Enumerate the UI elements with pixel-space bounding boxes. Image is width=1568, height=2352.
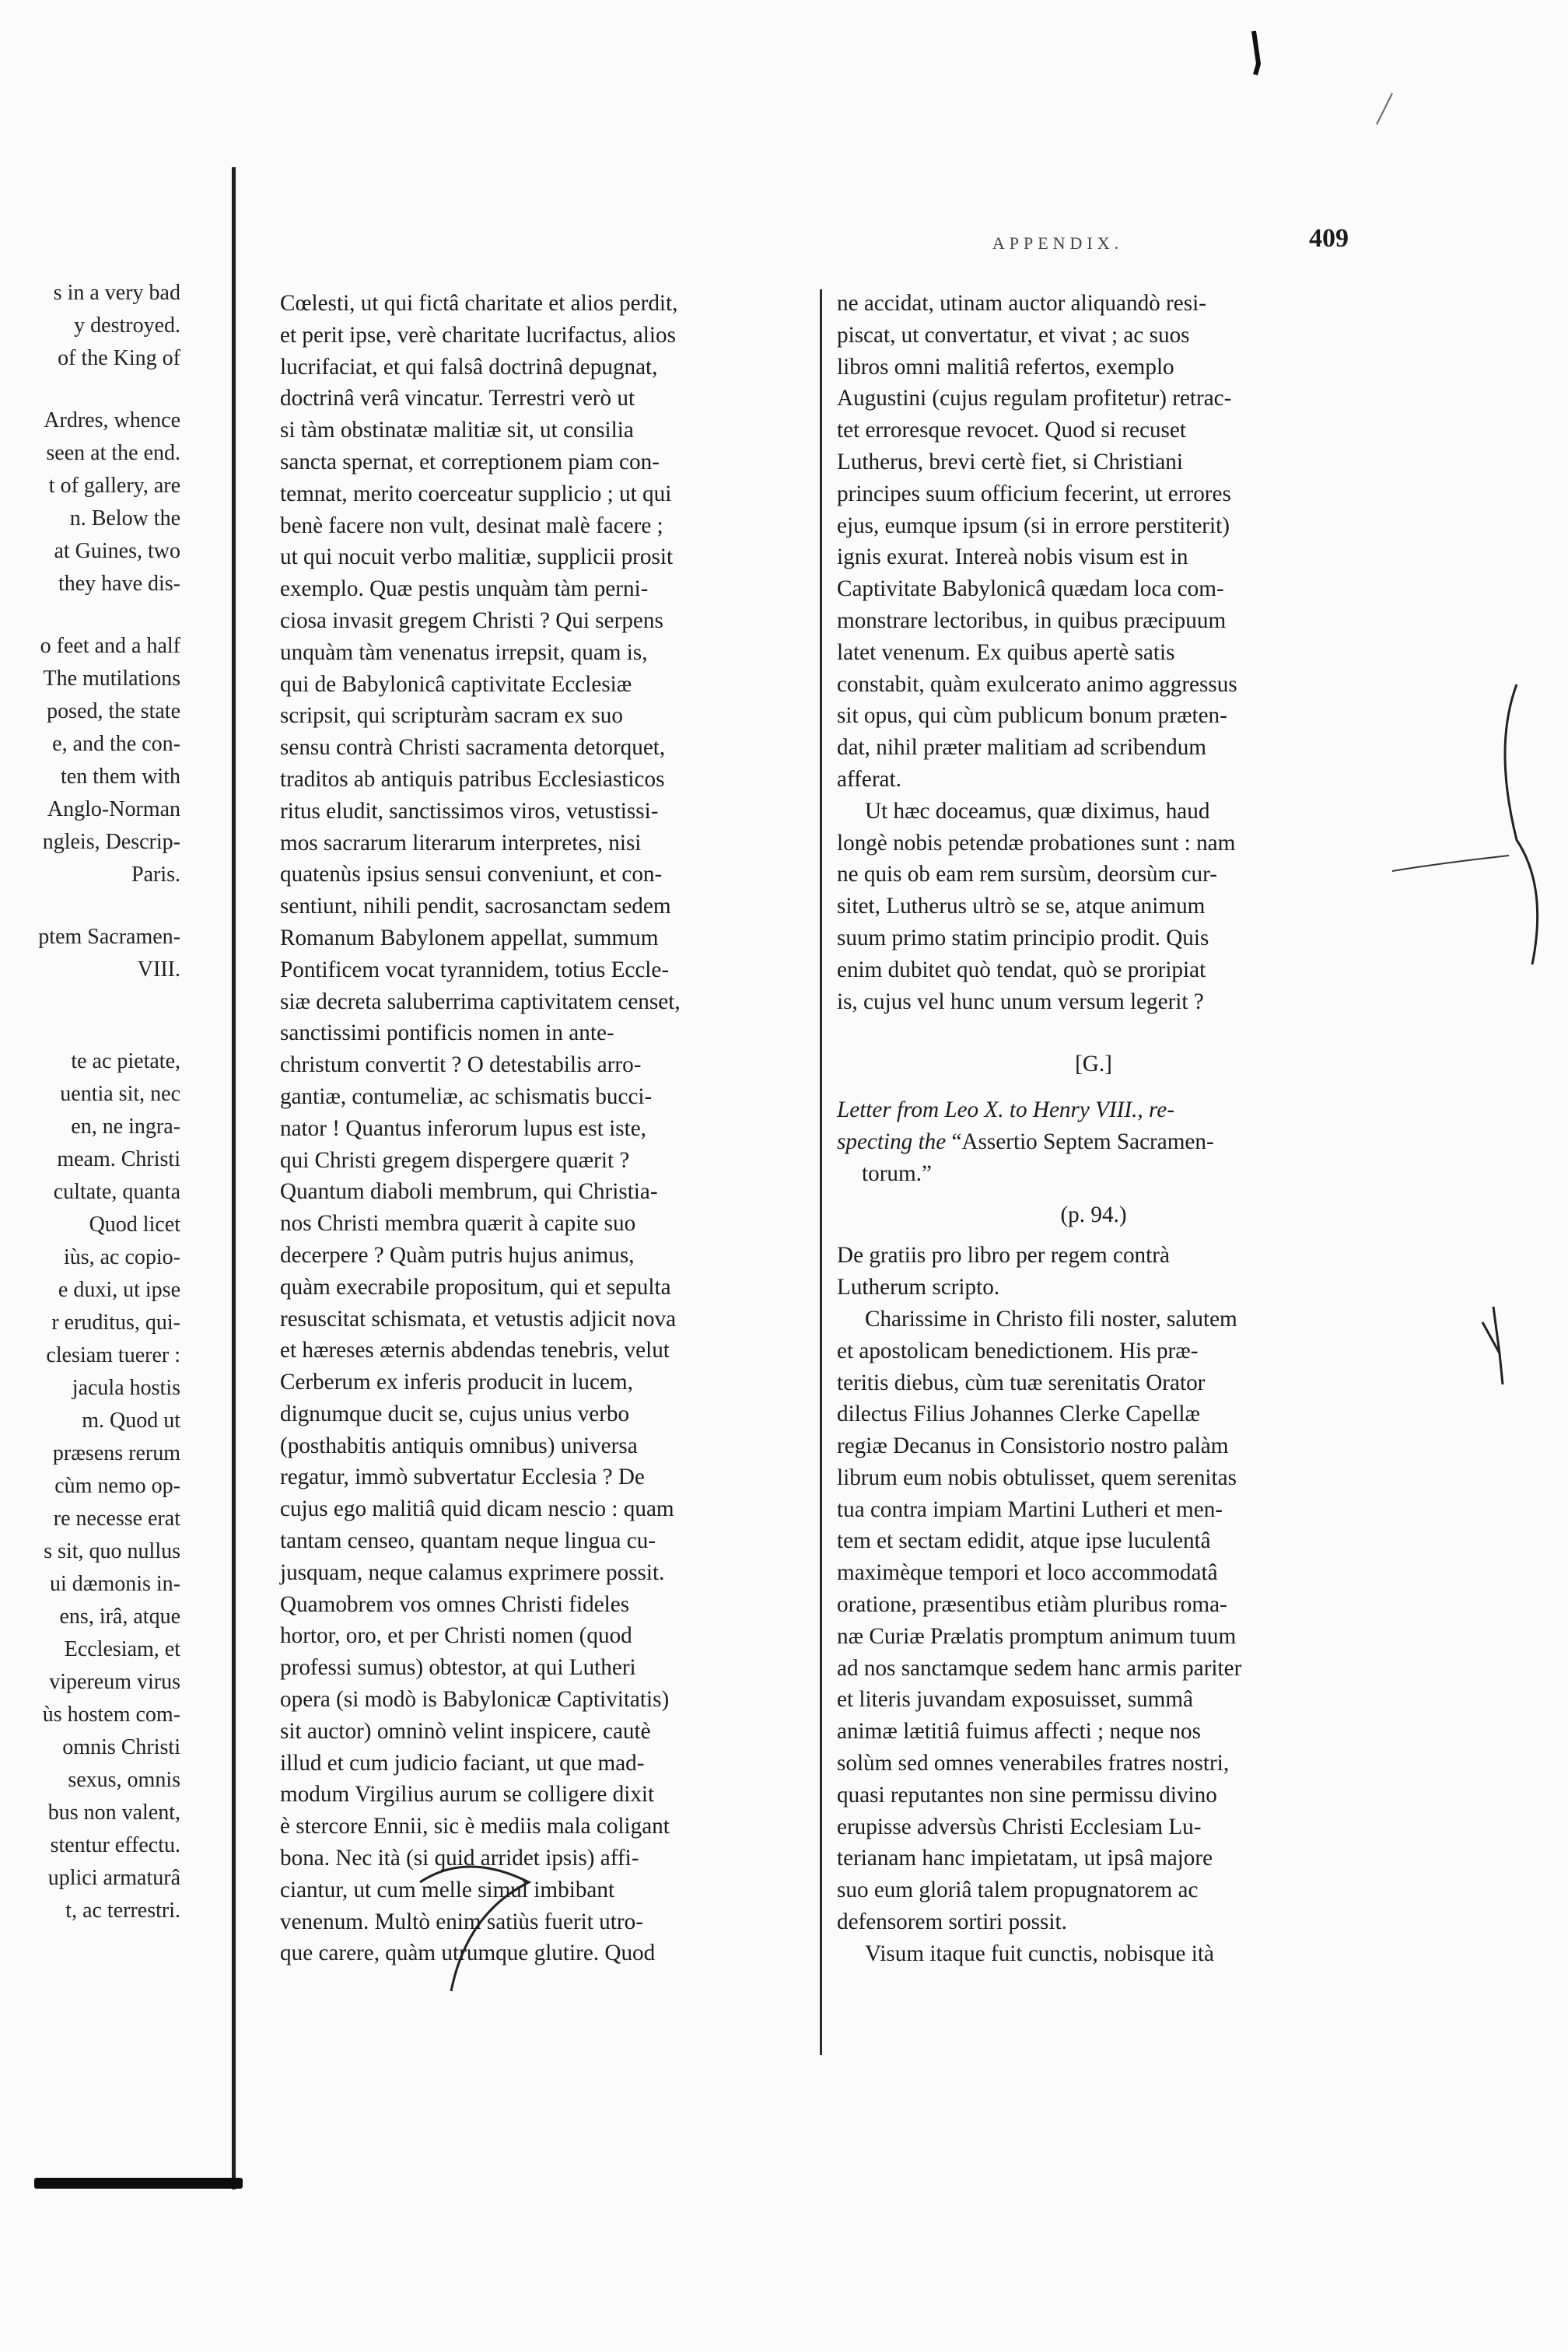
text-line: næ Curiæ Prælatis promptum animum tuum bbox=[837, 1623, 1237, 1649]
fragment-line: iùs, ac copio- bbox=[63, 1245, 180, 1269]
fragment-line: ens, irâ, atque bbox=[59, 1605, 180, 1629]
fragment-line: y destroyed. bbox=[74, 313, 180, 338]
letter-title-plain: “Assertio Septem Sacramen- bbox=[946, 1129, 1214, 1154]
fragment-line: The mutilations bbox=[43, 667, 180, 691]
fragment-line: ui dæmonis in- bbox=[49, 1572, 180, 1596]
text-line: Romanum Babylonem appellat, summum bbox=[280, 925, 659, 950]
text-line: latet venenum. Ex quibus apertè satis bbox=[837, 639, 1175, 665]
fragment-line: en, ne ingra- bbox=[71, 1115, 180, 1139]
text-line: nos Christi membra quærit à capite suo bbox=[280, 1211, 636, 1237]
text-line: scripsit, qui scripturàm sacram ex suo bbox=[280, 703, 623, 729]
letter-title-line-1: Letter from Leo X. to Henry VIII., re- bbox=[837, 1097, 1174, 1123]
fragment-line: omnis Christi bbox=[62, 1735, 180, 1759]
text-line: Cerberum ex inferis producit in lucem, bbox=[280, 1370, 633, 1395]
text-line: exemplo. Quæ pestis unquàm tàm perni- bbox=[280, 576, 649, 602]
text-line: Quamobrem vos omnes Christi fideles bbox=[280, 1591, 630, 1617]
text-line: et literis juvandam exposuisset, summâ bbox=[837, 1687, 1194, 1713]
thin-scratch bbox=[1392, 856, 1509, 871]
text-line: ritus eludit, sanctissimos viros, vetustissi- bbox=[280, 798, 659, 824]
right-column-text bbox=[837, 288, 1350, 1970]
text-line: oratione, præsentibus etiàm pluribus roma- bbox=[837, 1592, 1227, 1618]
text-line: ignis exurat. Intereà nobis visum est in bbox=[837, 544, 1188, 570]
text-line: jusquam, neque calamus exprimere possit. bbox=[280, 1559, 665, 1585]
fragment-line: Ecclesiam, et bbox=[64, 1637, 180, 1661]
paragraph-ut-haec bbox=[837, 796, 1350, 1018]
margin-scratch bbox=[1505, 684, 1538, 964]
fragment-line: jacula hostis bbox=[72, 1376, 180, 1400]
fragment-line: vipereum virus bbox=[49, 1670, 180, 1694]
fragment-line: o feet and a half bbox=[40, 634, 180, 658]
text-line: tem et sectam edidit, atque ipse luculentâ bbox=[837, 1528, 1211, 1554]
fragment-line: at Guines, two bbox=[54, 539, 180, 563]
text-line: et hæreses æternis abdendas tenebris, velut bbox=[280, 1338, 670, 1363]
fragment-line: of the King of bbox=[58, 346, 180, 370]
text-line: resuscitat schismata, et vetustis adjicit nova bbox=[280, 1306, 677, 1332]
text-line: doctrinâ verâ vincatur. Terrestri verò ut bbox=[280, 386, 635, 411]
text-line: solùm sed omnes venerabiles fratres nostri, bbox=[837, 1751, 1230, 1776]
text-line: suo eum gloriâ talem propugnatorem ac bbox=[837, 1878, 1199, 1903]
fragment-line: ten them with bbox=[61, 765, 180, 789]
text-line: professi sumus) obtestor, at qui Lutheri bbox=[280, 1655, 636, 1681]
text-line: mos sacrarum literarum interpretes, nisi bbox=[280, 830, 642, 856]
paragraph-conclusion bbox=[837, 288, 1350, 796]
text-line: illud et cum judicio faciant, ut que mad- bbox=[280, 1750, 645, 1776]
corner-scratch bbox=[1377, 93, 1392, 124]
text-line: benè facere non vult, desinat malè facere ; bbox=[280, 513, 663, 538]
fragment-line: præsens rerum bbox=[52, 1441, 180, 1465]
text-line: dat, nihil præter malitiam ad scribendum bbox=[837, 735, 1206, 761]
text-line: sentiunt, nihili pendit, sacrosanctam sedem bbox=[280, 894, 671, 919]
text-line: terianam hanc impietatam, ut ipsâ majore bbox=[837, 1846, 1213, 1871]
text-line: traditos ab antiquis patribus Ecclesiasticos bbox=[280, 766, 665, 792]
text-line: bona. Nec ità (si quid arridet ipsis) affi- bbox=[280, 1846, 639, 1871]
binding-edge-line bbox=[232, 167, 236, 2189]
fragment-line: Anglo-Norman bbox=[47, 797, 180, 821]
text-line: Lutherus, brevi certè fiet, si Christiani bbox=[837, 449, 1183, 474]
letter-title-line-3: torum.” bbox=[862, 1160, 932, 1186]
corner-mark bbox=[1254, 31, 1258, 75]
fragment-line: r eruditus, qui- bbox=[51, 1311, 180, 1335]
text-line: Captivitate Babylonicâ quædam loca com- bbox=[837, 576, 1224, 602]
text-line: Ut hæc doceamus, quæ diximus, haud bbox=[865, 798, 1210, 824]
fragment-line: t of gallery, are bbox=[48, 474, 180, 498]
fragment-line: Quod licet bbox=[89, 1213, 180, 1237]
text-line: Augustini (cujus regulam profitetur) retrac- bbox=[837, 386, 1232, 411]
text-line: ciosa invasit gregem Christi ? Qui serpens bbox=[280, 607, 663, 633]
fragment-line: Ardres, whence bbox=[44, 408, 180, 432]
facing-page-fragment bbox=[0, 277, 180, 1927]
fragment-line: seen at the end. bbox=[46, 441, 180, 465]
text-line: decerpere ? Quàm putris hujus animus, bbox=[280, 1242, 635, 1268]
text-line: tet erroresque revocet. Quod si recuset bbox=[837, 418, 1186, 443]
fragment-line: ptem Sacramen- bbox=[38, 925, 180, 949]
text-line: is, cujus vel hunc unum versum legerit ? bbox=[837, 989, 1204, 1014]
fragment-line: sexus, omnis bbox=[68, 1768, 180, 1792]
fragment-line: stentur effectu. bbox=[50, 1833, 180, 1857]
section-label: [G.] bbox=[1075, 1052, 1112, 1077]
text-line: defensorem sortiri possit. bbox=[837, 1909, 1067, 1935]
text-line: et apostolicam benedictionem. His præ- bbox=[837, 1338, 1199, 1363]
text-line: dilectus Filius Johannes Clerke Capellæ bbox=[837, 1402, 1200, 1427]
text-line: è stercore Ennii, sic è mediis mala coligant bbox=[280, 1814, 670, 1839]
text-line: christum convertit ? O detestabilis arro- bbox=[280, 1052, 642, 1078]
text-line: quàm execrabile propositum, qui et sepulta bbox=[280, 1274, 671, 1300]
fragment-line: ùs hostem com- bbox=[42, 1703, 180, 1727]
fragment-line: t, ac terrestri. bbox=[65, 1899, 180, 1923]
text-line: opera (si modò is Babylonicæ Captivitatis) bbox=[280, 1687, 670, 1713]
fragment-line: re necesse erat bbox=[53, 1507, 180, 1531]
fragment-line bbox=[0, 600, 180, 630]
fragment-line: ngleis, Descrip- bbox=[42, 830, 180, 854]
left-column-text bbox=[280, 288, 803, 1969]
text-line: temnat, merito coerceatur supplicio ; ut qui bbox=[280, 481, 672, 506]
text-line: De gratiis pro libro per regem contrà bbox=[837, 1243, 1170, 1269]
text-line: lucrifaciat, et qui falsâ doctrinâ depugnat, bbox=[280, 354, 658, 380]
bottom-black-bar bbox=[34, 2178, 243, 2189]
text-line: Quantum diaboli membrum, qui Christia- bbox=[280, 1179, 658, 1205]
text-line: gantiæ, contumeliæ, ac schismatis bucci- bbox=[280, 1083, 653, 1109]
fragment-line bbox=[0, 375, 180, 404]
text-line: constabit, quàm exulcerato animo aggressus bbox=[837, 671, 1237, 697]
text-line: afferat. bbox=[837, 766, 901, 792]
text-line: ne quis ob eam rem sursùm, deorsùm cur- bbox=[837, 862, 1218, 887]
fragment-line: bus non valent, bbox=[47, 1801, 180, 1825]
text-line: ne accidat, utinam auctor aliquandò resi- bbox=[837, 291, 1206, 316]
fragment-line: te ac pietate, bbox=[71, 1049, 180, 1073]
text-line: sancta spernat, et correptionem piam con- bbox=[280, 449, 660, 474]
text-line: teritis diebus, cùm tuæ serenitatis Orator bbox=[837, 1370, 1206, 1395]
text-line: enim dubitet quò tendat, quò se proripiat bbox=[837, 957, 1206, 982]
paragraph-visum bbox=[837, 1938, 1350, 1970]
letter-title-line-2 bbox=[837, 1126, 1350, 1158]
text-line: si tàm obstinatæ malitiæ sit, ut consilia bbox=[280, 418, 634, 443]
text-line: que carere, quàm utrumque glutire. Quod bbox=[280, 1941, 656, 1966]
fragment-line: s sit, quo nullus bbox=[44, 1539, 180, 1563]
text-line: et perit ipse, verè charitate lucrifactus, alios bbox=[280, 322, 676, 348]
text-line: sitet, Lutherus ultrò se se, atque animum bbox=[837, 894, 1206, 919]
fragment-line: cùm nemo op- bbox=[54, 1474, 180, 1498]
fragment-line: m. Quod ut bbox=[82, 1409, 180, 1433]
running-header: APPENDIX. bbox=[992, 233, 1124, 253]
text-line: erupisse adversùs Christi Ecclesiam Lu- bbox=[837, 1814, 1202, 1839]
text-line: Lutherum scripto. bbox=[837, 1275, 1000, 1300]
text-line: hortor, oro, et per Christi nomen (quod bbox=[280, 1623, 632, 1649]
fragment-line bbox=[0, 891, 180, 921]
text-line: monstrare lectoribus, in quibus præcipuum bbox=[837, 607, 1227, 633]
fragment-line: Paris. bbox=[131, 863, 180, 887]
fragment-line: cultate, quanta bbox=[53, 1180, 180, 1204]
text-line: siæ decreta saluberrima captivitatem censet, bbox=[280, 989, 681, 1014]
text-line: ad nos sanctamque sedem hanc armis pariter bbox=[837, 1655, 1242, 1681]
text-line: Charissime in Christo fili noster, salutem bbox=[865, 1306, 1237, 1332]
text-line: ejus, eumque ipsum (si in errore perstiterit) bbox=[837, 513, 1230, 538]
text-line: libros omni malitiâ refertos, exemplo bbox=[837, 354, 1174, 380]
text-line: cujus ego malitiâ quid dicam nescio : quam bbox=[280, 1496, 674, 1522]
text-line: maximèque tempori et loco accommodatâ bbox=[837, 1560, 1218, 1586]
text-line: librum eum nobis obtulisset, quem serenitas bbox=[837, 1465, 1237, 1490]
fragment-line bbox=[0, 1016, 180, 1045]
text-line: venenum. Multò enim satiùs fuerit utro- bbox=[280, 1909, 643, 1934]
fragment-line: s in a very bad bbox=[53, 281, 180, 305]
fragment-line bbox=[0, 986, 180, 1016]
text-line: qui de Babylonicâ captivitate Ecclesiæ bbox=[280, 671, 632, 697]
fragment-line: meam. Christi bbox=[57, 1147, 180, 1171]
text-line: piscat, ut convertatur, et vivat ; ac suos bbox=[837, 322, 1190, 348]
text-line: (posthabitis antiquis omnibus) universa bbox=[280, 1433, 638, 1458]
text-line: ciantur, ut cum melle simul imbibant bbox=[280, 1877, 615, 1902]
text-line: principes suum officium fecerint, ut errores bbox=[837, 481, 1231, 506]
paragraph-de-gratiis bbox=[837, 1240, 1350, 1304]
text-line: animæ lætitiâ fuimus affecti ; neque nos bbox=[837, 1719, 1201, 1745]
fragment-line: they have dis- bbox=[58, 572, 180, 596]
fragment-line: uplici armaturâ bbox=[47, 1866, 180, 1890]
text-line: sit opus, qui cùm publicum bonum præten- bbox=[837, 703, 1227, 729]
text-line: tantam censeo, quantam neque lingua cu- bbox=[280, 1528, 656, 1554]
text-line: modum Virgilius aurum se colligere dixit bbox=[280, 1782, 655, 1808]
page-number: 409 bbox=[1309, 224, 1349, 253]
fragment-line: e, and the con- bbox=[52, 732, 180, 756]
fragment-line: uentia sit, nec bbox=[60, 1082, 180, 1106]
text-line: sensu contrà Christi sacramenta detorquet, bbox=[280, 735, 666, 761]
text-line: Pontificem vocat tyrannidem, totius Eccle- bbox=[280, 957, 670, 982]
fragment-line: clesiam tuerer : bbox=[46, 1343, 180, 1367]
text-line: sit auctor) omninò velint inspicere, cautè bbox=[280, 1718, 651, 1744]
text-line: tua contra impiam Martini Lutheri et men- bbox=[837, 1496, 1223, 1522]
text-line: suum primo statim principio prodit. Quis bbox=[837, 925, 1209, 950]
text-line: qui Christi gregem dispergere quærit ? bbox=[280, 1147, 630, 1173]
letter-title-italic: specting the bbox=[837, 1129, 947, 1154]
text-line: longè nobis petendæ probationes sunt : nam bbox=[837, 830, 1236, 856]
margin-mark-y bbox=[1482, 1307, 1503, 1384]
column-divider bbox=[820, 289, 822, 2055]
text-line: quasi reputantes non sine permissu divino bbox=[837, 1782, 1217, 1808]
text-line: regiæ Decanus in Consistorio nostro palàm bbox=[837, 1433, 1229, 1459]
text-line: regatur, immò subvertatur Ecclesia ? De bbox=[280, 1465, 645, 1490]
text-line: unquàm tàm venenatus irrepsit, quam is, bbox=[280, 639, 648, 665]
fragment-line: VIII. bbox=[137, 957, 180, 982]
text-line: sanctissimi pontificis nomen in ante- bbox=[280, 1020, 614, 1046]
text-line: Cœlesti, ut qui fictâ charitate et alios perdit, bbox=[280, 291, 678, 316]
fragment-line: e duxi, ut ipse bbox=[58, 1278, 180, 1302]
text-line: nator ! Quantus inferorum lupus est iste, bbox=[280, 1115, 646, 1141]
fragment-line: posed, the state bbox=[47, 699, 180, 723]
text-line: Visum itaque fuit cunctis, nobisque ità bbox=[865, 1941, 1214, 1966]
page-reference: (p. 94.) bbox=[1060, 1202, 1127, 1227]
text-line: ut qui nocuit verbo malitiæ, supplicii prosit bbox=[280, 544, 674, 570]
fragment-line: n. Below the bbox=[69, 506, 180, 530]
text-line: dignumque ducit se, cujus unius verbo bbox=[280, 1401, 630, 1426]
paragraph-letter-body bbox=[837, 1304, 1350, 1938]
text-line: quatenùs ipsius sensui conveniunt, et con- bbox=[280, 862, 663, 887]
